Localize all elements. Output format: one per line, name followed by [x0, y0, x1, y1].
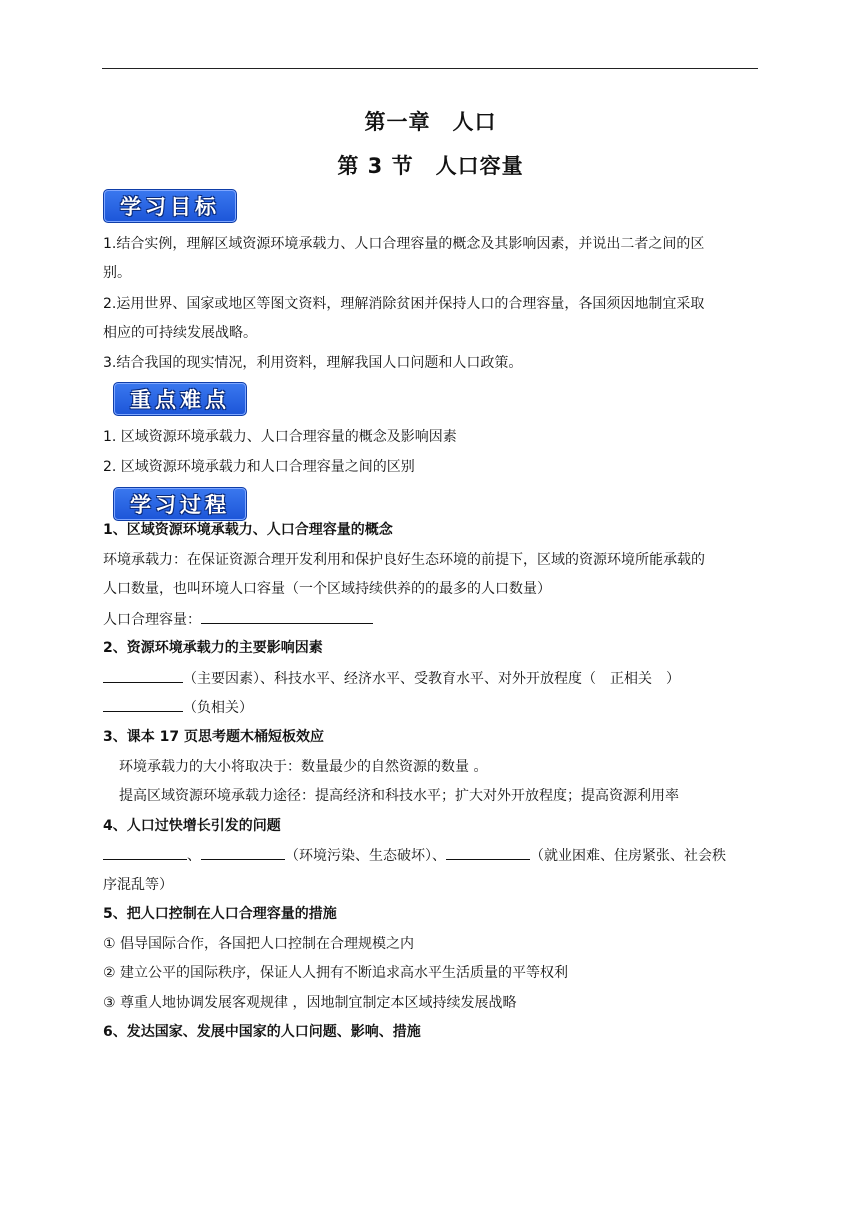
measure-item: ① 倡导国际合作，各国把人口控制在合理规模之内: [103, 936, 414, 952]
answer-blank[interactable]: [103, 845, 187, 860]
objectives-badge: 学习目标: [103, 189, 237, 223]
objective-line: 别。: [103, 265, 131, 281]
process-text: 环境承载力的大小将取决于：数量最少的自然资源的数量 。: [119, 759, 488, 775]
process-text: （负相关）: [183, 700, 253, 716]
fill-line-factors-positive: [103, 668, 758, 689]
objective-line: 3.结合我国的现实情况，利用资料，理解我国人口问题和人口政策。: [103, 355, 523, 371]
measure-item: ③ 尊重人地协调发展客观规律 ，因地制宜制定本区域持续发展战略: [103, 995, 517, 1011]
answer-blank[interactable]: [201, 845, 285, 860]
fill-line-problems: [103, 845, 758, 866]
fill-line-capacity: [103, 609, 758, 630]
process-text: 提高区域资源环境承载力途径：提高经济和科技水平；扩大对外开放程度；提高资源利用率: [119, 788, 679, 804]
process-heading-3: 3、课本 17 页思考题木桶短板效应: [103, 729, 324, 745]
fill-line-factors-negative: [103, 697, 758, 718]
process-heading-5: 5、把人口控制在人口合理容量的措施: [103, 906, 337, 922]
key-point-line: 1. 区域资源环境承载力、人口合理容量的概念及影响因素: [103, 429, 457, 445]
process-heading-4: 4、人口过快增长引发的问题: [103, 818, 281, 834]
section-title: 第 3 节 人口容量: [337, 154, 524, 178]
answer-blank[interactable]: [201, 609, 373, 624]
chapter-title: 第一章 人口: [364, 110, 497, 134]
answer-blank[interactable]: [103, 668, 183, 683]
answer-blank[interactable]: [103, 697, 183, 712]
process-text: 序混乱等）: [103, 877, 173, 893]
process-heading-1: 1、区域资源环境承载力、人口合理容量的概念: [103, 522, 393, 538]
process-text: 环境承载力：在保证资源合理开发利用和保护良好生态环境的前提下，区域的资源环境所能承载的: [103, 552, 705, 568]
objective-line: 相应的可持续发展战略。: [103, 325, 257, 341]
objective-line: 1.结合实例，理解区域资源环境承载力、人口合理容量的概念及其影响因素，并说出二者之间的区: [103, 236, 705, 252]
process-text: 、: [187, 848, 201, 864]
key-points-badge: 重点难点: [113, 382, 247, 416]
process-text: 人口合理容量：: [103, 612, 201, 628]
key-point-line: 2. 区域资源环境承载力和人口合理容量之间的区别: [103, 459, 415, 475]
header-rule: [102, 68, 758, 69]
measure-item: ② 建立公平的国际秩序，保证人人拥有不断追求高水平生活质量的平等权利: [103, 965, 568, 981]
process-text: （环境污染、生态破坏）、: [285, 848, 446, 864]
process-heading-6: 6、发达国家、发展中国家的人口问题、影响、措施: [103, 1024, 421, 1040]
process-text: 人口数量，也叫环境人口容量（一个区域持续供养的的最多的人口数量）: [103, 581, 551, 597]
process-text: （主要因素）、科技水平、经济水平、受教育水平、对外开放程度（ 正相关 ）: [183, 671, 680, 687]
objective-line: 2.运用世界、国家或地区等图文资料，理解消除贫困并保持人口的合理容量，各国须因地制宜采取: [103, 296, 705, 312]
process-text: （就业困难、住房紧张、社会秩: [530, 848, 726, 864]
process-badge: 学习过程: [113, 487, 247, 521]
answer-blank[interactable]: [446, 845, 530, 860]
process-heading-2: 2、资源环境承载力的主要影响因素: [103, 640, 323, 656]
